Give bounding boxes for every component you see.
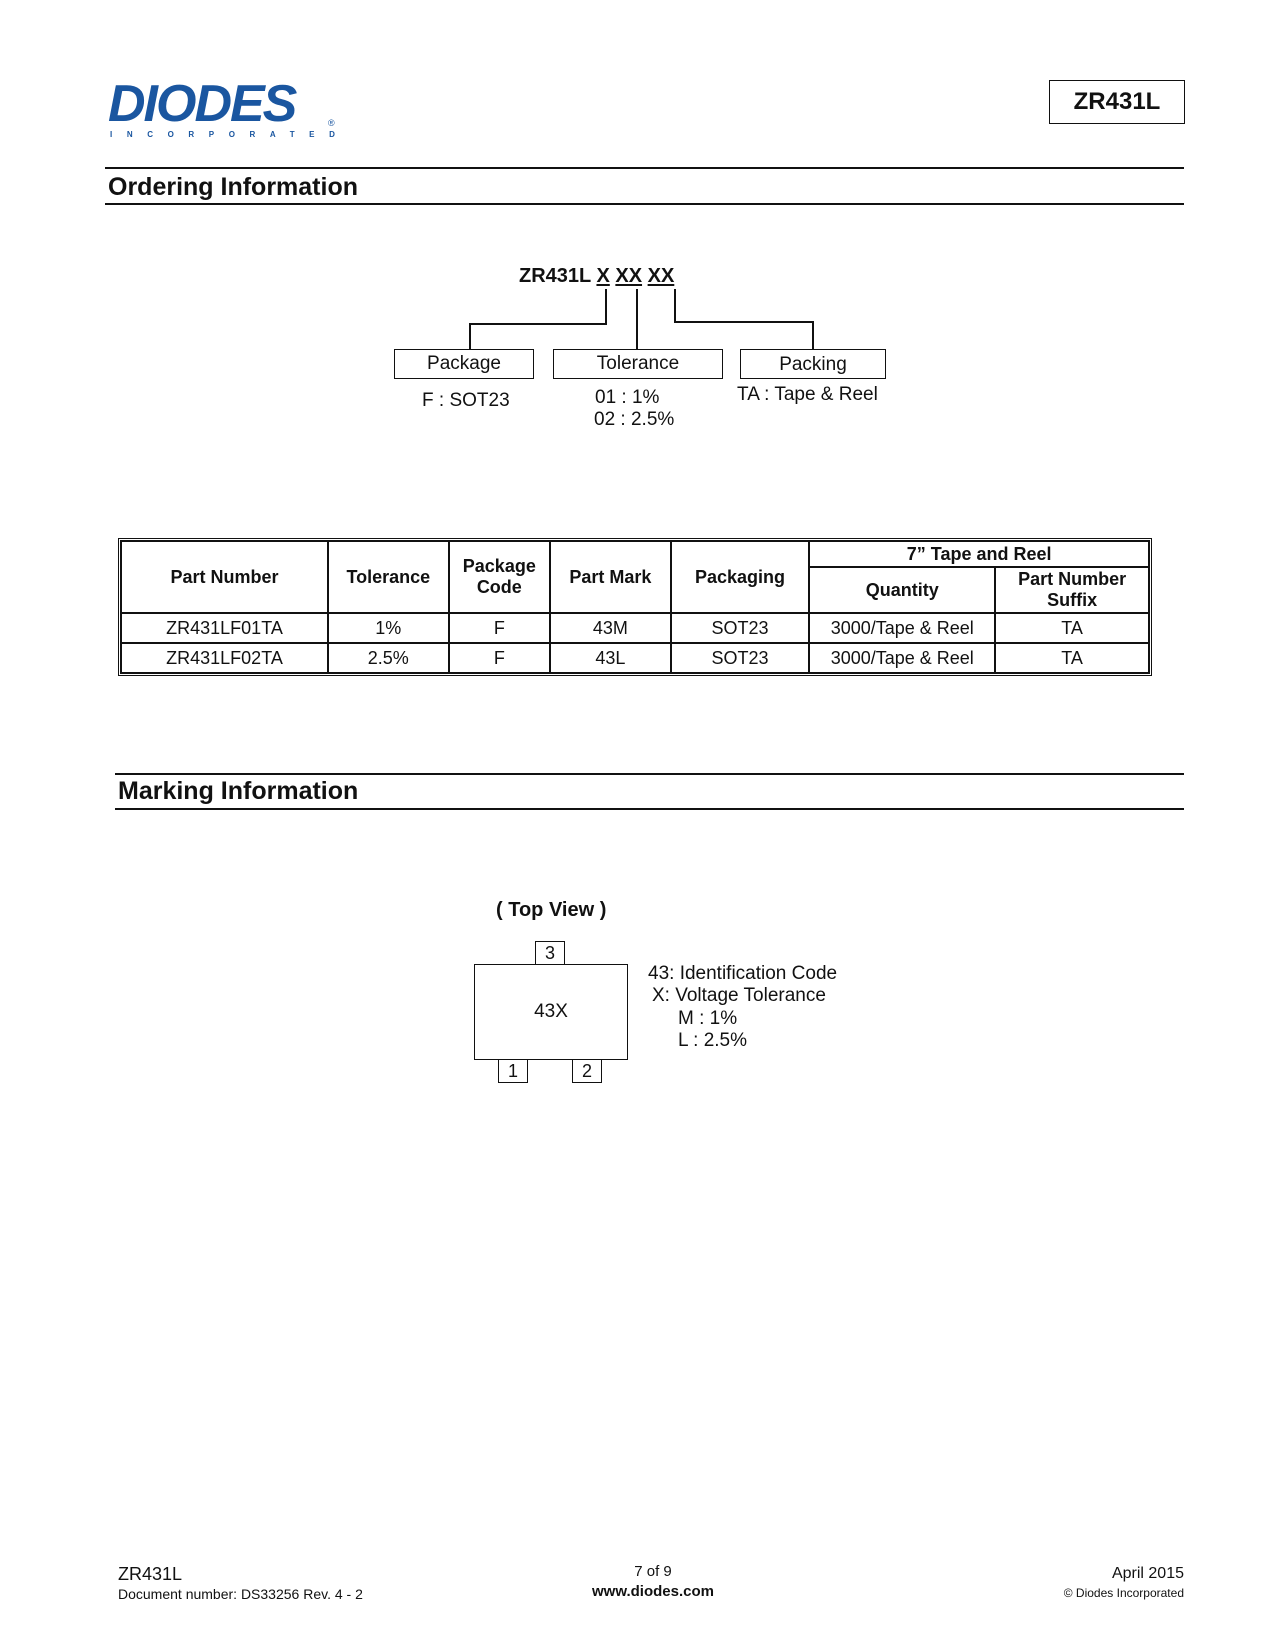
footer-part: ZR431L (118, 1564, 183, 1584)
marking-legend-voltage: X: Voltage Tolerance (652, 985, 826, 1006)
package-box: Package (394, 349, 534, 379)
top-view-label: ( Top View ) (496, 899, 607, 921)
cell-quantity: 3000/Tape & Reel (809, 613, 995, 643)
header-part-number: ZR431L (1049, 80, 1185, 124)
sot23-package-body: 43X (474, 964, 628, 1060)
cell-package-code: F (449, 613, 550, 643)
packing-option-1: TA : Tape & Reel (737, 384, 878, 405)
registered-mark: ® (328, 118, 335, 128)
marking-top-rule (115, 773, 1184, 775)
diodes-logo: DIODES (108, 75, 296, 133)
cell-packaging: SOT23 (671, 613, 810, 643)
marking-title: Marking Information (118, 777, 359, 805)
package-option-1: F : SOT23 (422, 390, 510, 411)
diodes-logo-subtext: INCORPORATED (110, 130, 350, 139)
package-connector-v2 (469, 323, 471, 350)
ordering-top-rule (105, 167, 1184, 169)
marking-legend-m: M : 1% (678, 1008, 738, 1029)
footer-copyright: © Diodes Incorporated (1063, 1586, 1184, 1600)
footer-website[interactable]: www.diodes.com (592, 1583, 714, 1600)
code-package: X (596, 265, 610, 287)
packing-connector-v1 (674, 289, 676, 323)
tolerance-box: Tolerance (553, 349, 723, 379)
tolerance-connector (636, 289, 638, 350)
cell-suffix: TA (995, 643, 1149, 673)
cell-part-mark: 43M (550, 613, 671, 643)
packing-box: Packing (740, 349, 886, 379)
header-package-code-line1: Package (462, 556, 536, 576)
header-tape-reel: 7” Tape and Reel (809, 541, 1149, 567)
package-connector-h (469, 323, 607, 325)
code-packing: XX (647, 265, 675, 287)
pin-3: 3 (535, 941, 565, 965)
ordering-bottom-rule (105, 203, 1184, 205)
header-suffix-line2: Suffix (1047, 590, 1098, 610)
marking-legend-l: L : 2.5% (678, 1030, 748, 1051)
cell-package-code: F (449, 643, 550, 673)
header-suffix-line1: Part Number (1018, 569, 1127, 589)
marking-legend-id-code: 43: Identification Code (648, 963, 838, 984)
ordering-code (519, 264, 674, 288)
header-package-code-line2: Code (476, 577, 522, 597)
packing-connector-v2 (812, 321, 814, 350)
header-part-mark: Part Mark (550, 541, 671, 613)
header-suffix (995, 567, 1149, 613)
table-row (121, 643, 1149, 673)
header-packaging: Packaging (671, 541, 810, 613)
cell-tolerance: 2.5% (328, 643, 449, 673)
cell-part-number: ZR431LF02TA (121, 643, 328, 673)
code-tolerance: XX (615, 265, 643, 287)
header-tolerance: Tolerance (328, 541, 449, 613)
tolerance-option-1: 01 : 1% (595, 387, 660, 408)
cell-quantity: 3000/Tape & Reel (809, 643, 995, 673)
pin-2: 2 (572, 1059, 602, 1083)
cell-packaging: SOT23 (671, 643, 810, 673)
package-connector-v1 (605, 289, 607, 325)
ordering-table (118, 538, 1152, 676)
ordering-title: Ordering Information (108, 173, 358, 201)
pin-1: 1 (498, 1059, 528, 1083)
cell-part-number: ZR431LF01TA (121, 613, 328, 643)
table-row (121, 613, 1149, 643)
cell-tolerance: 1% (328, 613, 449, 643)
code-prefix: ZR431L (519, 265, 591, 287)
header-package-code (449, 541, 550, 613)
tolerance-option-2: 02 : 2.5% (594, 409, 675, 430)
cell-suffix: TA (995, 613, 1149, 643)
footer-date: April 2015 (1111, 1565, 1184, 1582)
footer-doc-number: Document number: DS33256 Rev. 4 - 2 (118, 1586, 363, 1602)
marking-bottom-rule (115, 808, 1184, 810)
cell-part-mark: 43L (550, 643, 671, 673)
packing-connector-h (674, 321, 814, 323)
header-part-number-col: Part Number (121, 541, 328, 613)
footer-page: 7 of 9 (634, 1563, 672, 1580)
header-quantity: Quantity (809, 567, 995, 613)
